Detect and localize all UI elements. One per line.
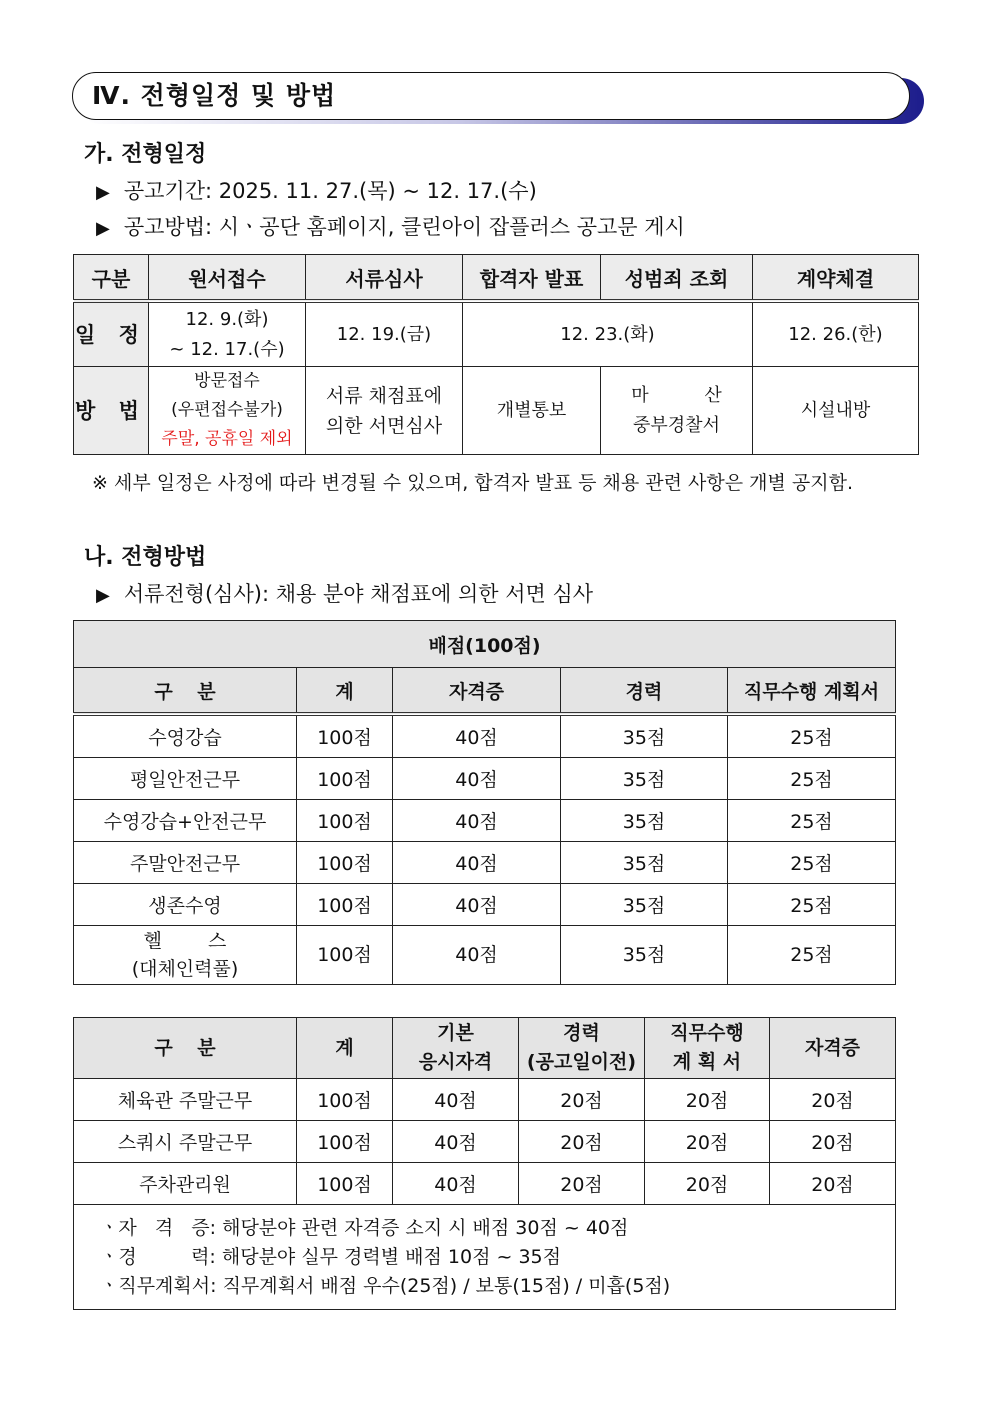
- row-label-schedule: 일 정: [74, 301, 149, 367]
- method-apply: 방문접수 (우편접수불가) 주말, 공휴일 제외: [149, 367, 306, 455]
- table-row: [74, 301, 919, 367]
- score-table-1: [73, 620, 896, 985]
- header-career: 경력 (공고일이전): [519, 1018, 645, 1079]
- table-row: 주말안전근무 100점 40점 35점 25점: [74, 842, 896, 884]
- note-career: ㆍ경 력: 해당분야 실무 경력별 배점 10점 ~ 35점: [100, 1245, 561, 1268]
- row-label-method: 방 법: [74, 367, 149, 455]
- sub-b-title: 나. 전형방법: [84, 545, 207, 570]
- schedule-apply: 12. 9.(화) ~ 12. 17.(수): [149, 301, 306, 367]
- schedule-note: ※ 세부 일정은 사정에 따라 변경될 수 있으며, 합격자 발표 등 채용 관련 사항은 개별 공지함.: [92, 472, 853, 494]
- table-row: 수영강습+안전근무 100점 40점 35점 25점: [74, 800, 896, 842]
- method-announce: 개별통보: [463, 367, 601, 455]
- header-contract: 계약체결: [753, 255, 919, 302]
- triangle-bullet-icon: ▶: [96, 182, 110, 203]
- bullet-period: ▶ 공고기간: 2025. 11. 27.(목) ~ 12. 17.(수): [96, 179, 537, 203]
- header-plan: 직무수행 계획서: [728, 668, 896, 715]
- table-row: 수영강습 100점 40점 35점 25점: [74, 714, 896, 758]
- header-plan: 직무수행 계 획 서: [645, 1018, 770, 1079]
- header-license: 자격증: [393, 668, 561, 715]
- header-license: 자격증: [770, 1018, 896, 1079]
- method-review: 서류 채점표에 의한 서면심사: [306, 367, 463, 455]
- table-row: 주차관리원 100점 40점 20점 20점 20점: [74, 1163, 896, 1205]
- table-row: 스쿼시 주말근무 100점 40점 20점 20점 20점: [74, 1121, 896, 1163]
- table-row: 생존수영 100점 40점 35점 25점: [74, 884, 896, 926]
- scoring-notes: [74, 1205, 896, 1310]
- header-category: 구 분: [74, 668, 297, 715]
- table-row: 평일안전근무 100점 40점 35점 25점: [74, 758, 896, 800]
- header-announce: 합격자 발표: [463, 255, 601, 302]
- section-title: Ⅳ. 전형일정 및 방법: [92, 81, 337, 110]
- header-apply: 원서접수: [149, 255, 306, 302]
- header-total: 계: [297, 1018, 393, 1079]
- notes-row: [74, 1205, 896, 1310]
- schedule-table: [73, 254, 919, 455]
- header-total: 계: [297, 668, 393, 715]
- sub-a-title: 가. 전형일정: [84, 142, 207, 167]
- header-career: 경력: [561, 668, 728, 715]
- triangle-bullet-icon: ▶: [96, 585, 110, 606]
- table-row: 헬 스 (대체인력풀) 100점 40점 35점 25점: [74, 926, 896, 985]
- header-category: 구 분: [74, 1018, 297, 1079]
- triangle-bullet-icon: ▶: [96, 218, 110, 239]
- header-category: 구분: [74, 255, 149, 302]
- table-row: 체육관 주말근무 100점 40점 20점 20점 20점: [74, 1079, 896, 1121]
- method-contract: 시설내방: [753, 367, 919, 455]
- header-crime-check: 성범죄 조회: [601, 255, 753, 302]
- note-license: ㆍ자 격 증: 해당분야 관련 자격증 소지 시 배점 30점 ~ 40점: [100, 1216, 629, 1239]
- header-basic: 기본 응시자격: [393, 1018, 519, 1079]
- schedule-contract: 12. 26.(한): [753, 301, 919, 367]
- header-review: 서류심사: [306, 255, 463, 302]
- score-caption: 배점(100점): [74, 621, 896, 668]
- note-plan: ㆍ직무계획서: 직무계획서 배점 우수(25점) / 보통(15점) / 미흡(5점): [100, 1274, 671, 1297]
- score-table-2: [73, 1017, 896, 1310]
- bullet-method: ▶ 공고방법: 시ㆍ공단 홈페이지, 클린아이 잡플러스 공고문 게시: [96, 215, 685, 239]
- method-crime-check: 마 산 중부경찰서: [601, 367, 753, 455]
- schedule-review: 12. 19.(금): [306, 301, 463, 367]
- bullet-document-screening: ▶ 서류전형(심사): 채용 분야 채점표에 의한 서면 심사: [96, 582, 594, 606]
- table-row: [74, 367, 919, 455]
- schedule-announce-check: 12. 23.(화): [463, 301, 753, 367]
